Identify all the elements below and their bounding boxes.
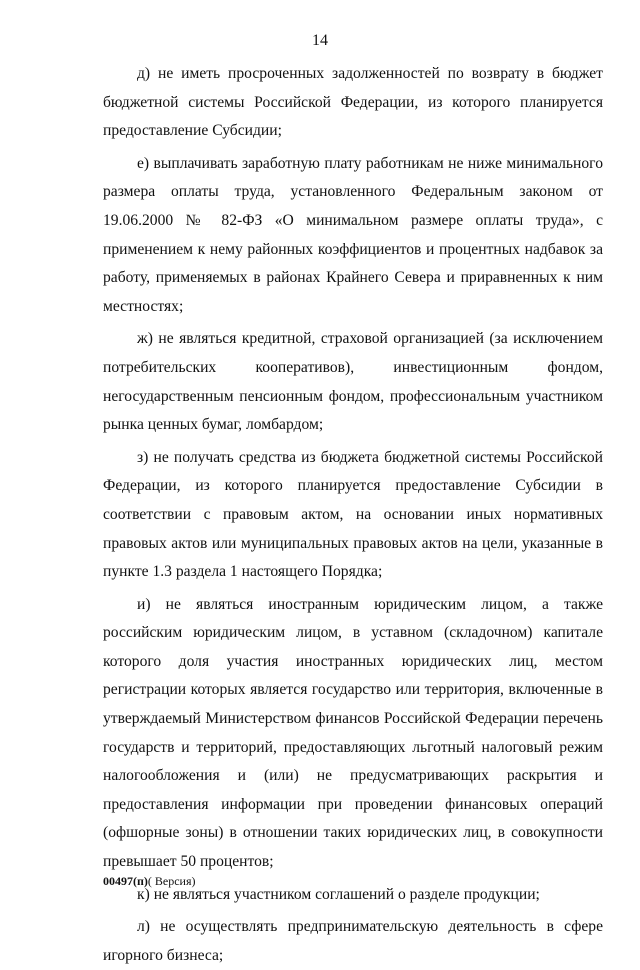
item-marker: е) <box>137 154 150 172</box>
list-item-zh <box>103 325 603 439</box>
document-footer <box>103 874 196 889</box>
item-text: не являться кредитной, страховой организацией (за исключением потребительских кооперативов), инвестиционным фондом, негосударственным пенсионным фондом, профессиональным участником рынка ценных бумаг, ломбардом; <box>103 330 603 434</box>
item-marker: л) <box>137 918 150 936</box>
item-marker: д) <box>137 65 151 82</box>
version-label: ( Версия) <box>147 874 196 888</box>
document-code: 00497(п) <box>103 874 148 888</box>
item-text: не являться иностранным юридическим лицом, а также российским юридическим лицом, в уставном (складочном) капитале которого доля участия иностранных юридических лиц, местом регистрации которых является государство или территория, включенные в утверждаемый Министерством финансов Российской Федерации перечень государств и территорий, предоставляющих льготный налоговый режим налогообложения и (или) не предусматривающих раскрытия и предоставления информации при проведении финансовых операций (офшорные зоны) в отношении таких юридических лиц, в совокупности превышает 50 процентов; <box>103 595 603 871</box>
item-marker: з) <box>137 448 149 466</box>
list-item-l <box>103 913 603 970</box>
item-text: не иметь просроченных задолженностей по возврату в бюджет бюджетной системы Российской Федерации, из которого планируется предоставление Субсидии; <box>103 65 603 140</box>
list-item-i <box>103 591 603 877</box>
list-item-d <box>103 60 603 146</box>
document-body <box>103 60 603 970</box>
item-marker: и) <box>137 595 151 613</box>
item-text: не осуществлять предпринимательскую деятельность в сфере игорного бизнеса; <box>103 918 603 964</box>
list-item-e <box>103 150 603 322</box>
item-text: не являться участником соглашений о разделе продукции; <box>153 885 540 903</box>
page-number: 14 <box>312 32 328 49</box>
item-marker: ж) <box>137 330 153 348</box>
item-text: выплачивать заработную плату работникам не ниже минимального размера оплаты труда, установленного Федеральным законом от 19.06.2000 № 82-ФЗ «О минимальном размере оплаты труда», с применением к нему районных коэффициентов и процентных надбавок за работу, применяемых в районах Крайнего Севера и приравненных к ним местностях; <box>103 154 603 315</box>
item-marker: к) <box>137 885 150 903</box>
item-text: не получать средства из бюджета бюджетной системы Российской Федерации, из которого планируется предоставление Субсидии в соответствии с правовым актом, на основании иных нормативных правовых актов или муниципальных правовых актов на цели, указанные в пункте 1.3 раздела 1 настоящего Порядка; <box>103 448 603 581</box>
list-item-z <box>103 444 603 587</box>
